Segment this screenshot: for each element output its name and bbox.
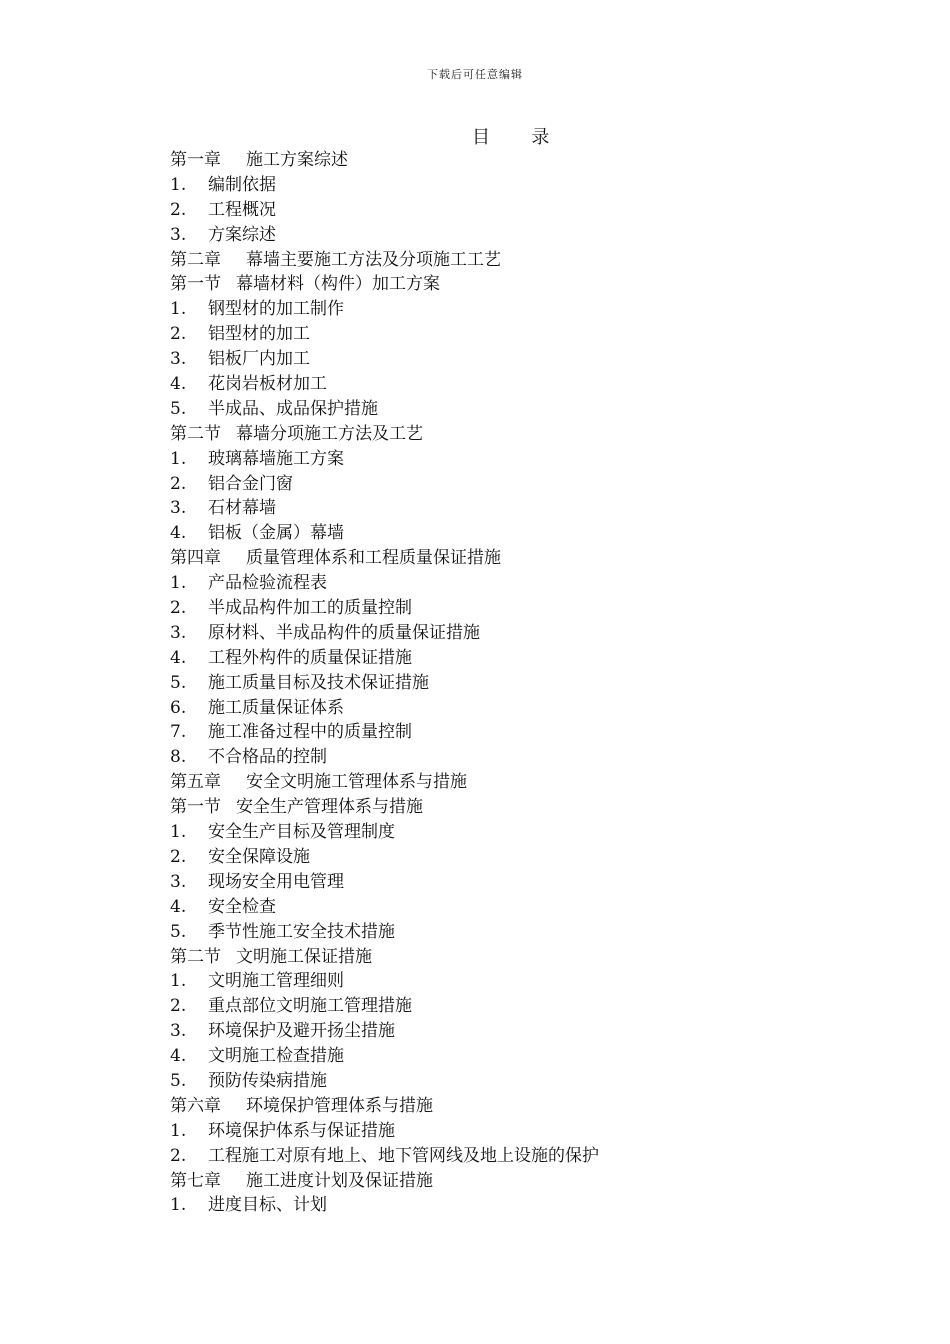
toc-item[interactable]: [170, 969, 599, 994]
toc-item[interactable]: [170, 820, 599, 845]
toc-entry-text: 施工质量保证体系: [208, 697, 344, 718]
toc-item-number: 1.: [170, 299, 187, 320]
toc-item-number: 4.: [170, 374, 187, 395]
toc-entry-text: 铝板厂内加工: [208, 349, 310, 370]
toc-item[interactable]: [170, 696, 599, 721]
toc-item[interactable]: [170, 1193, 599, 1218]
toc-item-number: 8.: [170, 747, 187, 768]
toc-item-number: 6.: [170, 697, 187, 718]
toc-item[interactable]: [170, 671, 599, 696]
toc-chapter[interactable]: [170, 1094, 599, 1119]
section-prefix: 第一节: [170, 797, 221, 818]
toc-item-number: 2.: [170, 324, 187, 345]
toc-section[interactable]: [170, 272, 599, 297]
toc-entry-text: 安全生产管理体系与措施: [236, 797, 423, 818]
toc-item[interactable]: [170, 621, 599, 646]
toc-entry-text: 铝板（金属）幕墙: [208, 523, 344, 544]
toc-chapter[interactable]: [170, 148, 599, 173]
toc-entry-text: 进度目标、计划: [208, 1195, 327, 1216]
toc-item[interactable]: [170, 1069, 599, 1094]
toc-item[interactable]: [170, 223, 599, 248]
toc-item[interactable]: [170, 1144, 599, 1169]
toc-entry-text: 环境保护管理体系与措施: [246, 1095, 433, 1116]
toc-chapter[interactable]: [170, 770, 599, 795]
toc-entry-text: 工程施工对原有地上、地下管网线及地上设施的保护: [208, 1145, 599, 1166]
chapter-prefix: 第二章: [170, 249, 221, 270]
toc-entry-text: 幕墙材料（构件）加工方案: [236, 274, 440, 295]
toc-item-number: 1.: [170, 1195, 187, 1216]
toc-item[interactable]: [170, 447, 599, 472]
toc-title: 目 录: [472, 127, 551, 148]
toc-entry-text: 施工方案综述: [246, 150, 348, 170]
toc-item-number: 4.: [170, 896, 187, 917]
toc-item[interactable]: [170, 870, 599, 895]
toc-entry-text: 半成品构件加工的质量控制: [208, 598, 412, 619]
toc-item[interactable]: [170, 347, 599, 372]
toc-entry-text: 方案综述: [208, 224, 276, 245]
toc-entry-text: 不合格品的控制: [208, 747, 327, 768]
toc-item-number: 1.: [170, 174, 187, 195]
toc-entry-text: 安全保障设施: [208, 846, 310, 867]
toc-item-number: 3.: [170, 622, 187, 643]
toc-item[interactable]: [170, 1119, 599, 1144]
toc-entry-text: 花岗岩板材加工: [208, 374, 327, 395]
toc-item[interactable]: [170, 472, 599, 497]
toc-chapter[interactable]: [170, 248, 599, 273]
toc-entry-text: 预防传染病措施: [208, 1070, 327, 1091]
section-prefix: 第二节: [170, 946, 221, 967]
toc-item-number: 2.: [170, 199, 187, 220]
toc-item-number: 4.: [170, 647, 187, 668]
toc-item[interactable]: [170, 173, 599, 198]
toc-entry-text: 安全检查: [208, 896, 276, 917]
toc-item-number: 3.: [170, 871, 187, 892]
toc-entry-text: 安全文明施工管理体系与措施: [246, 772, 467, 793]
toc-item[interactable]: [170, 297, 599, 322]
toc-chapter[interactable]: [170, 546, 599, 571]
chapter-prefix: 第一章: [170, 150, 221, 170]
toc-item-number: 2.: [170, 473, 187, 494]
toc-entry-text: 文明施工保证措施: [236, 946, 372, 967]
toc-entry-text: 现场安全用电管理: [208, 871, 344, 892]
section-prefix: 第二节: [170, 423, 221, 444]
toc-item[interactable]: [170, 596, 599, 621]
toc-entry-text: 半成品、成品保护措施: [208, 398, 378, 419]
toc-entry-text: 安全生产目标及管理制度: [208, 822, 395, 843]
toc-chapter[interactable]: [170, 1169, 599, 1194]
toc-entry-text: 重点部位文明施工管理措施: [208, 996, 412, 1017]
toc-entry-text: 施工准备过程中的质量控制: [208, 722, 412, 743]
toc-entry-text: 产品检验流程表: [208, 573, 327, 594]
toc-item-number: 5.: [170, 1070, 187, 1091]
toc-item-number: 3.: [170, 224, 187, 245]
toc-item[interactable]: [170, 720, 599, 745]
toc-entry-text: 编制依据: [208, 174, 276, 195]
toc-item-number: 4.: [170, 523, 187, 544]
toc-item-number: 3.: [170, 349, 187, 370]
chapter-prefix: 第四章: [170, 548, 221, 569]
toc-entry-text: 玻璃幕墙施工方案: [208, 448, 344, 469]
toc-entry-text: 铝型材的加工: [208, 324, 310, 345]
toc-section[interactable]: [170, 422, 599, 447]
toc-item-number: 3.: [170, 1021, 187, 1042]
toc-item[interactable]: [170, 895, 599, 920]
section-prefix: 第一节: [170, 274, 221, 295]
toc-entry-text: 钢型材的加工制作: [208, 299, 344, 320]
toc-entry-text: 铝合金门窗: [208, 473, 293, 494]
toc-item[interactable]: [170, 1019, 599, 1044]
toc-entry-text: 环境保护及避开扬尘措施: [208, 1021, 395, 1042]
toc-item[interactable]: [170, 646, 599, 671]
toc-entry-text: 工程外构件的质量保证措施: [208, 647, 412, 668]
toc-item[interactable]: [170, 994, 599, 1019]
toc-item-number: 1.: [170, 448, 187, 469]
toc-item[interactable]: [170, 920, 599, 945]
toc-item[interactable]: [170, 198, 599, 223]
toc-entry-text: 工程概况: [208, 199, 276, 220]
toc-item[interactable]: [170, 845, 599, 870]
toc-item[interactable]: [170, 571, 599, 596]
toc-item-number: 5.: [170, 672, 187, 693]
toc-entry-text: 石材幕墙: [208, 498, 276, 519]
toc-entry-text: 环境保护体系与保证措施: [208, 1120, 395, 1141]
toc-item[interactable]: [170, 372, 599, 397]
toc-item-number: 1.: [170, 971, 187, 992]
toc-section[interactable]: [170, 795, 599, 820]
toc-item-number: 1.: [170, 573, 187, 594]
toc-item-number: 1.: [170, 822, 187, 843]
chapter-prefix: 第六章: [170, 1095, 221, 1116]
toc-item-number: 2.: [170, 598, 187, 619]
toc-item-number: 5.: [170, 398, 187, 419]
toc-item-number: 4.: [170, 1046, 187, 1067]
toc-item-number: 2.: [170, 996, 187, 1017]
toc-item-number: 1.: [170, 1120, 187, 1141]
toc-item-number: 3.: [170, 498, 187, 519]
toc-item-number: 5.: [170, 921, 187, 942]
toc-item[interactable]: [170, 521, 599, 546]
toc-item[interactable]: [170, 745, 599, 770]
toc-item-number: 2.: [170, 1145, 187, 1166]
toc-entry-text: 季节性施工安全技术措施: [208, 921, 395, 942]
table-of-contents: [170, 148, 599, 1218]
toc-entry-text: 文明施工管理细则: [208, 971, 344, 992]
toc-entry-text: 原材料、半成品构件的质量保证措施: [208, 622, 480, 643]
toc-item[interactable]: [170, 496, 599, 521]
toc-item[interactable]: [170, 322, 599, 347]
chapter-prefix: 第七章: [170, 1170, 221, 1191]
toc-entry-text: 质量管理体系和工程质量保证措施: [246, 548, 501, 569]
toc-entry-text: 施工质量目标及技术保证措施: [208, 672, 429, 693]
toc-item-number: 2.: [170, 846, 187, 867]
toc-item[interactable]: [170, 397, 599, 422]
page-header: 下载后可任意编辑: [427, 68, 523, 81]
toc-entry-text: 施工进度计划及保证措施: [246, 1170, 433, 1191]
toc-item[interactable]: [170, 1044, 599, 1069]
toc-entry-text: 幕墙分项施工方法及工艺: [236, 423, 423, 444]
toc-section[interactable]: [170, 945, 599, 970]
toc-item-number: 7.: [170, 722, 187, 743]
toc-entry-text: 文明施工检查措施: [208, 1046, 344, 1067]
toc-entry-text: 幕墙主要施工方法及分项施工工艺: [246, 249, 501, 270]
chapter-prefix: 第五章: [170, 772, 221, 793]
